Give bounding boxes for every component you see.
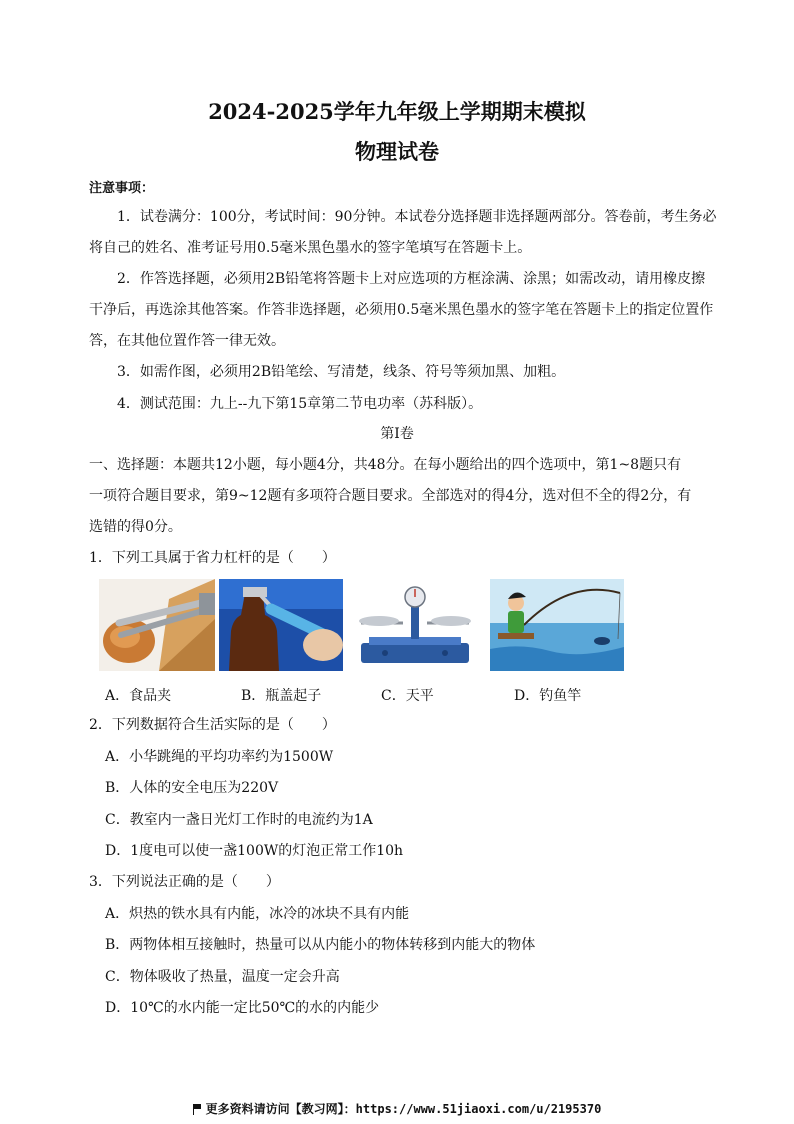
option-a: A．炽热的铁水具有内能，冰冷的冰块不具有内能: [105, 906, 410, 922]
question-stem: 2．下列数据符合生活实际的是（ ）: [89, 717, 336, 733]
section-intro-line: 一项符合题目要求，第9~12题有多项符合题目要求。全部选对的得4分，选对但不全的得2分，有: [89, 488, 692, 504]
fishing-rod-image: [490, 579, 624, 671]
option-d: D．1度电可以使一盏100W的灯泡正常工作10h: [105, 843, 404, 859]
notice-line: 3．如需作图，必须用2B铅笔绘、写清楚，线条、符号等须加黑、加粗。: [117, 364, 566, 380]
exam-subject: 物理试卷: [355, 139, 439, 164]
exam-title: 2024-2025学年九年级上学期期末模拟: [208, 99, 586, 124]
option-d: D．10℃的水内能一定比50℃的水的内能少: [105, 1000, 380, 1016]
notice-line: 干净后，再选涂其他答案。作答非选择题，必须用0.5毫米黑色墨水的签字笔在答题卡上的指定位置作: [89, 302, 714, 318]
footer-link[interactable]: [0, 1100, 794, 1117]
food-tongs-image: [99, 579, 215, 671]
option-b: B．两物体相互接触时，热量可以从内能小的物体转移到内能大的物体: [105, 937, 536, 953]
notice-line: 2．作答选择题，必须用2B铅笔将答题卡上对应选项的方框涂满、涂黑；如需改动，请用橡皮擦: [117, 271, 706, 287]
notice-heading: 注意事项：: [89, 181, 155, 196]
footer-text: 更多资料请访问【教习网】：https://www.51jiaoxi.com/u/2195370: [205, 1102, 602, 1116]
question-stem: 1．下列工具属于省力杠杆的是（ ）: [89, 550, 336, 566]
option-d: D．钓鱼竿: [514, 688, 582, 704]
notice-line: 将自己的姓名、准考证号用0.5毫米黑色墨水的签字笔填写在答题卡上。: [89, 240, 532, 256]
option-a: A．食品夹: [105, 688, 172, 704]
notice-line: 答，在其他位置作答一律无效。: [89, 333, 285, 349]
question-stem: 3．下列说法正确的是（ ）: [89, 874, 280, 890]
notice-line: 1．试卷满分：100分，考试时间：90分钟。本试卷分选择题非选择题两部分。答卷前，考生务必: [117, 209, 717, 225]
option-c: C．物体吸收了热量，温度一定会升高: [105, 969, 340, 985]
option-b: B．人体的安全电压为220V: [105, 780, 279, 796]
section-title: 第I卷: [380, 426, 414, 442]
option-c: C．天平: [381, 688, 434, 704]
option-b: B．瓶盖起子: [241, 688, 322, 704]
section-intro-line: 选错的得0分。: [89, 519, 182, 535]
option-a: A．小华跳绳的平均功率约为1500W: [105, 749, 334, 765]
section-intro-line: 一、选择题：本题共12小题，每小题4分，共48分。在每小题给出的四个选项中，第1~8题只有: [89, 457, 682, 473]
flag-icon: [193, 1104, 202, 1114]
balance-scale-image: [347, 579, 483, 671]
notice-line: 4．测试范围：九上--九下第15章第二节电功率（苏科版）。: [117, 396, 483, 412]
bottle-opener-image: [219, 579, 343, 671]
option-c: C．教室内一盏日光灯工作时的电流约为1A: [105, 812, 373, 828]
